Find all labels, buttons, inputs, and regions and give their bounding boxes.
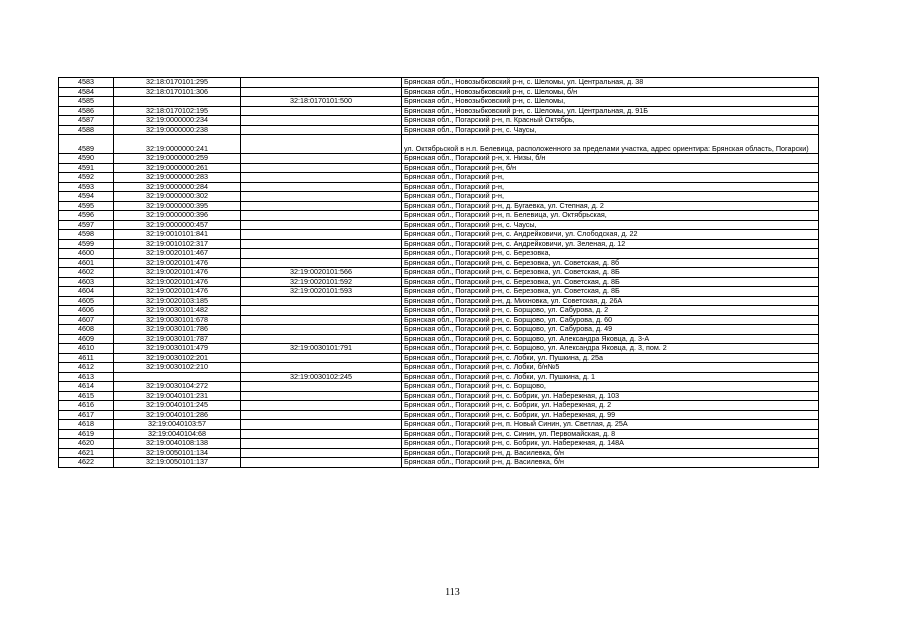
object-cadastral-number-cell <box>241 211 402 221</box>
address-cell: Брянская обл., Погарский р-н, с. Березовка, ул. Советская, д. 8Б <box>402 277 819 287</box>
table-row <box>59 239 819 249</box>
row-number-cell: 4591 <box>59 163 114 173</box>
object-cadastral-number-cell <box>241 249 402 259</box>
cadastral-number-cell: 32:19:0020101:476 <box>114 287 241 297</box>
object-cadastral-number-cell: 32:18:0170101:500 <box>241 97 402 107</box>
table-row <box>59 382 819 392</box>
cadastral-number-cell: 32:19:0000000:457 <box>114 220 241 230</box>
object-cadastral-number-cell <box>241 163 402 173</box>
table-row <box>59 353 819 363</box>
cadastral-number-cell: 32:19:0000000:238 <box>114 125 241 135</box>
address-cell: Брянская обл., Погарский р-н, с. Борщово, ул. Александра Яковца, д. 3, пом. 2 <box>402 344 819 354</box>
object-cadastral-number-cell <box>241 410 402 420</box>
object-cadastral-number-cell <box>241 420 402 430</box>
cadastral-number-cell: 32:19:0040104:68 <box>114 429 241 439</box>
table-row <box>59 230 819 240</box>
cadastral-number-cell: 32:19:0000000:283 <box>114 173 241 183</box>
cadastral-number-cell: 32:19:0030101:786 <box>114 325 241 335</box>
table-row <box>59 410 819 420</box>
row-number-cell: 4621 <box>59 448 114 458</box>
row-number-cell: 4588 <box>59 125 114 135</box>
address-cell: Брянская обл., Погарский р-н, д. Бугаевка, ул. Степная, д. 2 <box>402 201 819 211</box>
row-number-cell: 4601 <box>59 258 114 268</box>
address-cell: Брянская обл., Погарский р-н, с. Борщово, <box>402 382 819 392</box>
table-row <box>59 287 819 297</box>
object-cadastral-number-cell <box>241 125 402 135</box>
cadastral-number-cell: 32:18:0170101:295 <box>114 78 241 88</box>
cadastral-number-cell: 32:19:0030102:201 <box>114 353 241 363</box>
object-cadastral-number-cell <box>241 353 402 363</box>
address-cell: Брянская обл., Погарский р-н, с. Борщово, ул. Сабурова, д. 60 <box>402 315 819 325</box>
cadastral-number-cell: 32:19:0030104:272 <box>114 382 241 392</box>
row-number-cell: 4616 <box>59 401 114 411</box>
row-number-cell: 4599 <box>59 239 114 249</box>
row-number-cell: 4595 <box>59 201 114 211</box>
object-cadastral-number-cell <box>241 154 402 164</box>
object-cadastral-number-cell <box>241 325 402 335</box>
address-cell: Брянская обл., Погарский р-н, с. Борщово, ул. Сабурова, д. 49 <box>402 325 819 335</box>
object-cadastral-number-cell <box>241 116 402 126</box>
address-cell: Брянская обл., Погарский р-н, с. Березовка, ул. Советская, д. 8б <box>402 258 819 268</box>
address-cell: Брянская обл., Новозыбковский р-н, с. Шеломы, б/н <box>402 87 819 97</box>
cadastral-number-cell: 32:19:0030101:787 <box>114 334 241 344</box>
address-cell: Брянская обл., Погарский р-н, с. Синин, ул. Первомайская, д. 8 <box>402 429 819 439</box>
address-cell: Брянская обл., Погарский р-н, п. Красный Октябрь, <box>402 116 819 126</box>
object-cadastral-number-cell <box>241 334 402 344</box>
address-cell: Брянская обл., Новозыбковский р-н, с. Шеломы, <box>402 97 819 107</box>
object-cadastral-number-cell <box>241 296 402 306</box>
cadastral-number-cell: 32:19:0010102:317 <box>114 239 241 249</box>
cadastral-number-cell: 32:19:0000000:234 <box>114 116 241 126</box>
cadastral-number-cell: 32:19:0000000:241 <box>114 135 241 154</box>
object-cadastral-number-cell <box>241 220 402 230</box>
object-cadastral-number-cell: 32:19:0020101:593 <box>241 287 402 297</box>
object-cadastral-number-cell <box>241 239 402 249</box>
row-number-cell: 4584 <box>59 87 114 97</box>
table-row <box>59 163 819 173</box>
table-row <box>59 448 819 458</box>
table-row <box>59 182 819 192</box>
row-number-cell: 4606 <box>59 306 114 316</box>
object-cadastral-number-cell <box>241 382 402 392</box>
address-cell: Брянская обл., Погарский р-н, с. Борщово, ул. Александра Яковца, д. 3-А <box>402 334 819 344</box>
cadastral-number-cell: 32:18:0170101:306 <box>114 87 241 97</box>
table-row <box>59 439 819 449</box>
table-row <box>59 135 819 154</box>
row-number-cell: 4618 <box>59 420 114 430</box>
cadastral-number-cell: 32:19:0050101:137 <box>114 458 241 468</box>
table-row <box>59 78 819 88</box>
row-number-cell: 4590 <box>59 154 114 164</box>
address-cell: Брянская обл., Погарский р-н, д. Василевка, б/н <box>402 458 819 468</box>
address-cell: Брянская обл., Погарский р-н, с. Березовка, ул. Советская, д. 8Б <box>402 287 819 297</box>
row-number-cell: 4613 <box>59 372 114 382</box>
object-cadastral-number-cell <box>241 315 402 325</box>
object-cadastral-number-cell <box>241 173 402 183</box>
table-row <box>59 116 819 126</box>
object-cadastral-number-cell: 32:19:0030102:245 <box>241 372 402 382</box>
row-number-cell: 4589 <box>59 135 114 154</box>
row-number-cell: 4608 <box>59 325 114 335</box>
cadastral-number-cell: 32:19:0020101:476 <box>114 258 241 268</box>
address-cell: Брянская обл., Погарский р-н, с. Березовка, ул. Советская, д. 8Б <box>402 268 819 278</box>
address-cell: Брянская обл., Погарский р-н, с. Андрейковичи, ул. Зеленая, д. 12 <box>402 239 819 249</box>
row-number-cell: 4592 <box>59 173 114 183</box>
row-number-cell: 4596 <box>59 211 114 221</box>
address-cell: Брянская обл., Погарский р-н, с. Бобрик, ул. Набережная, д. 148А <box>402 439 819 449</box>
address-cell: Брянская обл., Погарский р-н, с. Чаусы, <box>402 125 819 135</box>
cadastral-number-cell: 32:19:0020101:476 <box>114 268 241 278</box>
table-row <box>59 391 819 401</box>
row-number-cell: 4594 <box>59 192 114 202</box>
cadastral-number-cell: 32:19:0030102:210 <box>114 363 241 373</box>
table-row <box>59 154 819 164</box>
table-row <box>59 325 819 335</box>
cadastral-number-cell <box>114 97 241 107</box>
address-cell: Брянская обл., Новозыбковский р-н, с. Шеломы, ул. Центральная, д. 91Б <box>402 106 819 116</box>
address-cell: Брянская обл., Погарский р-н, д. Василевка, б/н <box>402 448 819 458</box>
row-number-cell: 4615 <box>59 391 114 401</box>
object-cadastral-number-cell <box>241 458 402 468</box>
object-cadastral-number-cell: 32:19:0030101:791 <box>241 344 402 354</box>
table-row <box>59 211 819 221</box>
address-cell: Брянская обл., Погарский р-н, с. Борщово, ул. Сабурова, д. 2 <box>402 306 819 316</box>
table-row <box>59 315 819 325</box>
row-number-cell: 4604 <box>59 287 114 297</box>
table-row <box>59 372 819 382</box>
object-cadastral-number-cell <box>241 182 402 192</box>
page-number: 113 <box>445 587 460 598</box>
address-cell: Брянская обл., Погарский р-н, с. Чаусы, <box>402 220 819 230</box>
cadastral-number-cell: 32:19:0020103:185 <box>114 296 241 306</box>
object-cadastral-number-cell <box>241 306 402 316</box>
object-cadastral-number-cell <box>241 201 402 211</box>
table-row <box>59 306 819 316</box>
cadastral-number-cell: 32:19:0030101:479 <box>114 344 241 354</box>
parcel-table-body <box>59 78 819 468</box>
table-row <box>59 249 819 259</box>
object-cadastral-number-cell <box>241 363 402 373</box>
cadastral-number-cell: 32:19:0010101:841 <box>114 230 241 240</box>
table-row <box>59 125 819 135</box>
row-number-cell: 4593 <box>59 182 114 192</box>
object-cadastral-number-cell: 32:19:0020101:566 <box>241 268 402 278</box>
address-cell: Брянская обл., Погарский р-н, с. Бобрик, ул. Набережная, д. 2 <box>402 401 819 411</box>
cadastral-number-cell: 32:19:0040101:231 <box>114 391 241 401</box>
row-number-cell: 4609 <box>59 334 114 344</box>
table-row <box>59 401 819 411</box>
address-cell: Брянская обл., Погарский р-н, с. Березовка, <box>402 249 819 259</box>
table-row <box>59 258 819 268</box>
parcel-table <box>58 77 819 468</box>
cadastral-number-cell: 32:18:0170102:195 <box>114 106 241 116</box>
table-row <box>59 277 819 287</box>
address-cell: ул. Октябрьской в н.п. Белевица, расположенного за пределами участка, адрес ориентира: Брянская область, Погарски) <box>402 135 819 154</box>
row-number-cell: 4583 <box>59 78 114 88</box>
row-number-cell: 4612 <box>59 363 114 373</box>
table-row <box>59 220 819 230</box>
table-row <box>59 296 819 306</box>
row-number-cell: 4597 <box>59 220 114 230</box>
object-cadastral-number-cell <box>241 135 402 154</box>
row-number-cell: 4602 <box>59 268 114 278</box>
row-number-cell: 4620 <box>59 439 114 449</box>
object-cadastral-number-cell <box>241 429 402 439</box>
table-row <box>59 173 819 183</box>
address-cell: Брянская обл., Погарский р-н, п. Новый Синин, ул. Светлая, д. 25А <box>402 420 819 430</box>
row-number-cell: 4611 <box>59 353 114 363</box>
row-number-cell: 4610 <box>59 344 114 354</box>
cadastral-number-cell: 32:19:0000000:259 <box>114 154 241 164</box>
cadastral-number-cell: 32:19:0000000:395 <box>114 201 241 211</box>
object-cadastral-number-cell <box>241 448 402 458</box>
row-number-cell: 4614 <box>59 382 114 392</box>
cadastral-number-cell: 32:19:0000000:284 <box>114 182 241 192</box>
row-number-cell: 4585 <box>59 97 114 107</box>
cadastral-number-cell: 32:19:0040101:286 <box>114 410 241 420</box>
row-number-cell: 4605 <box>59 296 114 306</box>
table-row <box>59 458 819 468</box>
object-cadastral-number-cell <box>241 439 402 449</box>
address-cell: Брянская обл., Погарский р-н, с. Лобки, ул. Пушкина, д. 1 <box>402 372 819 382</box>
object-cadastral-number-cell: 32:19:0020101:592 <box>241 277 402 287</box>
cadastral-number-cell: 32:19:0000000:302 <box>114 192 241 202</box>
object-cadastral-number-cell <box>241 258 402 268</box>
address-cell: Брянская обл., Погарский р-н, с. Лобки, ул. Пушкина, д. 25а <box>402 353 819 363</box>
object-cadastral-number-cell <box>241 391 402 401</box>
address-cell: Брянская обл., Погарский р-н, <box>402 182 819 192</box>
table-row <box>59 363 819 373</box>
address-cell: Брянская обл., Погарский р-н, б/н <box>402 163 819 173</box>
table-row <box>59 429 819 439</box>
cadastral-number-cell: 32:19:0000000:261 <box>114 163 241 173</box>
cadastral-number-cell: 32:19:0050101:134 <box>114 448 241 458</box>
table-row <box>59 268 819 278</box>
row-number-cell: 4603 <box>59 277 114 287</box>
table-row <box>59 97 819 107</box>
row-number-cell: 4607 <box>59 315 114 325</box>
address-cell: Брянская обл., Погарский р-н, х. Низы, б/н <box>402 154 819 164</box>
table-row <box>59 344 819 354</box>
object-cadastral-number-cell <box>241 230 402 240</box>
table-row <box>59 192 819 202</box>
row-number-cell: 4600 <box>59 249 114 259</box>
address-cell: Брянская обл., Погарский р-н, с. Андрейковичи, ул. Слободская, д. 22 <box>402 230 819 240</box>
table-row <box>59 334 819 344</box>
row-number-cell: 4622 <box>59 458 114 468</box>
table-row <box>59 106 819 116</box>
object-cadastral-number-cell <box>241 106 402 116</box>
cadastral-number-cell <box>114 372 241 382</box>
object-cadastral-number-cell <box>241 401 402 411</box>
row-number-cell: 4617 <box>59 410 114 420</box>
row-number-cell: 4586 <box>59 106 114 116</box>
row-number-cell: 4598 <box>59 230 114 240</box>
address-cell: Брянская обл., Погарский р-н, с. Бобрик, ул. Набережная, д. 99 <box>402 410 819 420</box>
cadastral-number-cell: 32:19:0030101:482 <box>114 306 241 316</box>
row-number-cell: 4587 <box>59 116 114 126</box>
address-cell: Брянская обл., Новозыбковский р-н, с. Шеломы, ул. Центральная, д. 38 <box>402 78 819 88</box>
cadastral-number-cell: 32:19:0020101:476 <box>114 277 241 287</box>
object-cadastral-number-cell <box>241 87 402 97</box>
cadastral-number-cell: 32:19:0040103:57 <box>114 420 241 430</box>
address-cell: Брянская обл., Погарский р-н, д. Михновка, ул. Советская, д. 26А <box>402 296 819 306</box>
address-cell: Брянская обл., Погарский р-н, с. Лобки, б/н№5 <box>402 363 819 373</box>
table-row <box>59 201 819 211</box>
address-cell: Брянская обл., Погарский р-н, с. Бобрик, ул. Набережная, д. 103 <box>402 391 819 401</box>
address-cell: Брянская обл., Погарский р-н, п. Белевица, ул. Октябрьская, <box>402 211 819 221</box>
address-cell: Брянская обл., Погарский р-н, <box>402 173 819 183</box>
table-row <box>59 87 819 97</box>
object-cadastral-number-cell <box>241 78 402 88</box>
address-cell: Брянская обл., Погарский р-н, <box>402 192 819 202</box>
row-number-cell: 4619 <box>59 429 114 439</box>
cadastral-number-cell: 32:19:0000000:396 <box>114 211 241 221</box>
table-row <box>59 420 819 430</box>
cadastral-number-cell: 32:19:0030101:678 <box>114 315 241 325</box>
cadastral-number-cell: 32:19:0040101:245 <box>114 401 241 411</box>
cadastral-number-cell: 32:19:0040108:138 <box>114 439 241 449</box>
object-cadastral-number-cell <box>241 192 402 202</box>
cadastral-number-cell: 32:19:0020101:467 <box>114 249 241 259</box>
